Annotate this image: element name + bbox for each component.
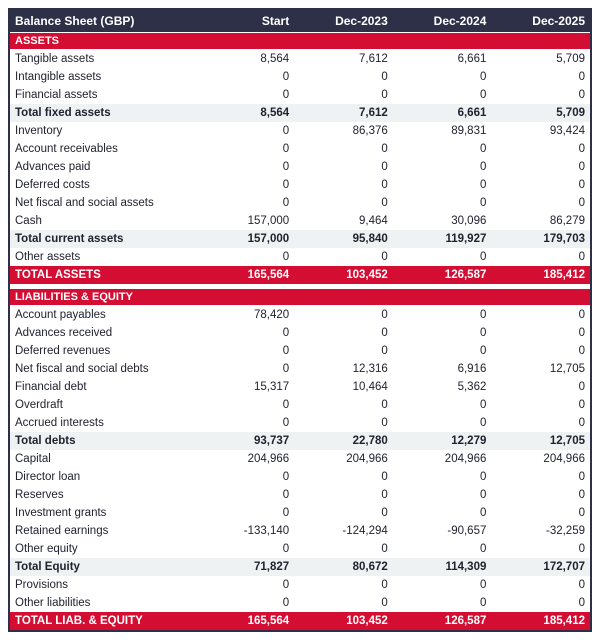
row-value: 0 (491, 594, 590, 612)
row-value: 0 (491, 378, 590, 396)
row-value: 204,966 (393, 450, 492, 468)
row-value: 0 (196, 342, 295, 360)
row-value: -32,259 (491, 522, 590, 540)
row-value: 0 (196, 414, 295, 432)
row-value: 165,564 (196, 266, 295, 284)
section-header-label: LIABILITIES & EQUITY (10, 289, 590, 306)
row-label: Total Equity (10, 558, 196, 576)
row-value: 0 (196, 68, 295, 86)
row-value: 0 (196, 324, 295, 342)
row-value: 0 (491, 324, 590, 342)
balance-sheet-table (10, 10, 590, 630)
row-value: 12,279 (393, 432, 492, 450)
table-row (10, 50, 590, 69)
row-value: 0 (393, 396, 492, 414)
row-value: 0 (294, 504, 393, 522)
section-header-row (10, 289, 590, 306)
row-label: Net fiscal and social assets (10, 194, 196, 212)
row-label: Net fiscal and social debts (10, 360, 196, 378)
row-value: 0 (294, 342, 393, 360)
col-header-start: Start (196, 10, 295, 33)
row-value: 0 (294, 68, 393, 86)
row-value: 0 (393, 504, 492, 522)
row-label: Provisions (10, 576, 196, 594)
row-label: Account receivables (10, 140, 196, 158)
row-value: 0 (294, 594, 393, 612)
row-value: 0 (393, 414, 492, 432)
row-value: 0 (196, 468, 295, 486)
table-row (10, 86, 590, 104)
row-value: 89,831 (393, 122, 492, 140)
row-value: 0 (491, 396, 590, 414)
row-value: 78,420 (196, 306, 295, 325)
table-row (10, 68, 590, 86)
col-header-dec2024: Dec-2024 (393, 10, 492, 33)
row-value: 103,452 (294, 266, 393, 284)
row-value: 185,412 (491, 612, 590, 630)
row-value: 0 (196, 486, 295, 504)
table-row (10, 504, 590, 522)
row-value: 0 (491, 140, 590, 158)
row-value: 6,661 (393, 104, 492, 122)
table-row (10, 468, 590, 486)
table-row (10, 324, 590, 342)
table-row (10, 158, 590, 176)
row-label: Advances paid (10, 158, 196, 176)
row-label: Advances received (10, 324, 196, 342)
row-value: 0 (196, 140, 295, 158)
row-value: 0 (491, 414, 590, 432)
table-row (10, 576, 590, 594)
row-value: 179,703 (491, 230, 590, 248)
row-value: 0 (196, 158, 295, 176)
table-header-row (10, 10, 590, 33)
row-value: 157,000 (196, 230, 295, 248)
table-row (10, 194, 590, 212)
row-value: 95,840 (294, 230, 393, 248)
row-value: 0 (294, 194, 393, 212)
table-row (10, 414, 590, 432)
row-value: 0 (491, 176, 590, 194)
row-value: 0 (393, 594, 492, 612)
row-value: 0 (196, 122, 295, 140)
section-header-label: ASSETS (10, 33, 590, 50)
row-value: 0 (491, 576, 590, 594)
row-value: 0 (294, 468, 393, 486)
row-label: Deferred revenues (10, 342, 196, 360)
row-value: 0 (393, 306, 492, 325)
row-value: 0 (294, 324, 393, 342)
table-row (10, 522, 590, 540)
row-value: 0 (393, 68, 492, 86)
row-label: Other liabilities (10, 594, 196, 612)
row-value: 0 (491, 540, 590, 558)
row-value: 0 (294, 306, 393, 325)
row-value: 0 (294, 140, 393, 158)
row-value: 5,709 (491, 50, 590, 69)
row-label: Capital (10, 450, 196, 468)
table-row (10, 360, 590, 378)
row-value: 0 (491, 342, 590, 360)
row-value: 6,661 (393, 50, 492, 69)
row-value: 0 (491, 306, 590, 325)
row-value: 0 (294, 86, 393, 104)
row-value: 0 (393, 194, 492, 212)
row-value: 119,927 (393, 230, 492, 248)
row-value: 114,309 (393, 558, 492, 576)
row-label: Financial assets (10, 86, 196, 104)
row-value: 204,966 (491, 450, 590, 468)
table-row (10, 248, 590, 266)
table-row (10, 306, 590, 325)
row-value: 0 (393, 140, 492, 158)
row-value: -133,140 (196, 522, 295, 540)
row-value: 30,096 (393, 212, 492, 230)
row-label: Investment grants (10, 504, 196, 522)
row-value: 0 (393, 342, 492, 360)
row-label: Overdraft (10, 396, 196, 414)
row-value: 7,612 (294, 50, 393, 69)
row-value: 80,672 (294, 558, 393, 576)
row-value: 7,612 (294, 104, 393, 122)
row-value: 0 (196, 86, 295, 104)
row-value: 93,737 (196, 432, 295, 450)
row-label: Reserves (10, 486, 196, 504)
row-value: 0 (393, 576, 492, 594)
row-value: 0 (393, 86, 492, 104)
row-value: 0 (393, 176, 492, 194)
row-value: 12,705 (491, 360, 590, 378)
table-row (10, 378, 590, 396)
row-value: 204,966 (294, 450, 393, 468)
row-value: 103,452 (294, 612, 393, 630)
row-value: 185,412 (491, 266, 590, 284)
row-value: 0 (491, 194, 590, 212)
row-value: 0 (491, 504, 590, 522)
grandtotal-row (10, 266, 590, 284)
row-value: 0 (491, 486, 590, 504)
row-label: Total fixed assets (10, 104, 196, 122)
table-row (10, 396, 590, 414)
row-value: 5,709 (491, 104, 590, 122)
row-value: 8,564 (196, 50, 295, 69)
row-label: Tangible assets (10, 50, 196, 69)
row-value: 0 (294, 248, 393, 266)
row-value: 165,564 (196, 612, 295, 630)
table-row (10, 450, 590, 468)
row-value: 0 (196, 360, 295, 378)
row-label: Accrued interests (10, 414, 196, 432)
row-value: 0 (491, 468, 590, 486)
row-value: -90,657 (393, 522, 492, 540)
row-value: 0 (294, 176, 393, 194)
row-label: Total debts (10, 432, 196, 450)
row-value: 93,424 (491, 122, 590, 140)
row-value: 0 (196, 576, 295, 594)
table-row (10, 486, 590, 504)
row-value: 0 (196, 594, 295, 612)
row-value: 6,916 (393, 360, 492, 378)
subtotal-row (10, 230, 590, 248)
table-row (10, 342, 590, 360)
row-value: 0 (393, 486, 492, 504)
row-label: Deferred costs (10, 176, 196, 194)
row-value: 8,564 (196, 104, 295, 122)
row-value: 12,705 (491, 432, 590, 450)
subtotal-row (10, 104, 590, 122)
row-value: 0 (294, 414, 393, 432)
table-row (10, 212, 590, 230)
row-value: 0 (294, 486, 393, 504)
row-label: TOTAL LIAB. & EQUITY (10, 612, 196, 630)
row-label: Other assets (10, 248, 196, 266)
row-label: Inventory (10, 122, 196, 140)
table-body (10, 33, 590, 631)
subtotal-row (10, 558, 590, 576)
row-value: 0 (491, 158, 590, 176)
row-value: 126,587 (393, 612, 492, 630)
row-value: 0 (196, 248, 295, 266)
row-value: 0 (294, 540, 393, 558)
row-label: Intangible assets (10, 68, 196, 86)
row-value: -124,294 (294, 522, 393, 540)
balance-sheet (8, 8, 592, 632)
row-value: 86,279 (491, 212, 590, 230)
row-label: Other equity (10, 540, 196, 558)
row-value: 5,362 (393, 378, 492, 396)
row-value: 0 (393, 248, 492, 266)
row-value: 204,966 (196, 450, 295, 468)
col-header-dec2025: Dec-2025 (491, 10, 590, 33)
row-label: Total current assets (10, 230, 196, 248)
row-label: Account payables (10, 306, 196, 325)
table-row (10, 140, 590, 158)
section-header-row (10, 33, 590, 50)
row-value: 0 (393, 158, 492, 176)
table-row (10, 176, 590, 194)
row-value: 0 (196, 194, 295, 212)
row-value: 126,587 (393, 266, 492, 284)
row-value: 0 (294, 396, 393, 414)
table-title: Balance Sheet (GBP) (10, 10, 196, 33)
row-label: Financial debt (10, 378, 196, 396)
row-value: 22,780 (294, 432, 393, 450)
row-value: 0 (196, 540, 295, 558)
row-label: Cash (10, 212, 196, 230)
row-value: 0 (393, 324, 492, 342)
row-value: 0 (491, 248, 590, 266)
row-value: 0 (196, 396, 295, 414)
row-value: 86,376 (294, 122, 393, 140)
table-row (10, 594, 590, 612)
row-value: 9,464 (294, 212, 393, 230)
table-row (10, 122, 590, 140)
row-value: 71,827 (196, 558, 295, 576)
row-value: 12,316 (294, 360, 393, 378)
row-value: 0 (393, 540, 492, 558)
row-value: 10,464 (294, 378, 393, 396)
row-value: 15,317 (196, 378, 295, 396)
row-value: 157,000 (196, 212, 295, 230)
col-header-dec2023: Dec-2023 (294, 10, 393, 33)
row-value: 0 (294, 576, 393, 594)
table-row (10, 540, 590, 558)
row-label: Director loan (10, 468, 196, 486)
row-value: 0 (294, 158, 393, 176)
grandtotal-row (10, 612, 590, 630)
row-value: 0 (393, 468, 492, 486)
row-value: 0 (491, 86, 590, 104)
row-value: 172,707 (491, 558, 590, 576)
row-value: 0 (491, 68, 590, 86)
row-value: 0 (196, 176, 295, 194)
row-label: TOTAL ASSETS (10, 266, 196, 284)
row-value: 0 (196, 504, 295, 522)
row-label: Retained earnings (10, 522, 196, 540)
subtotal-row (10, 432, 590, 450)
